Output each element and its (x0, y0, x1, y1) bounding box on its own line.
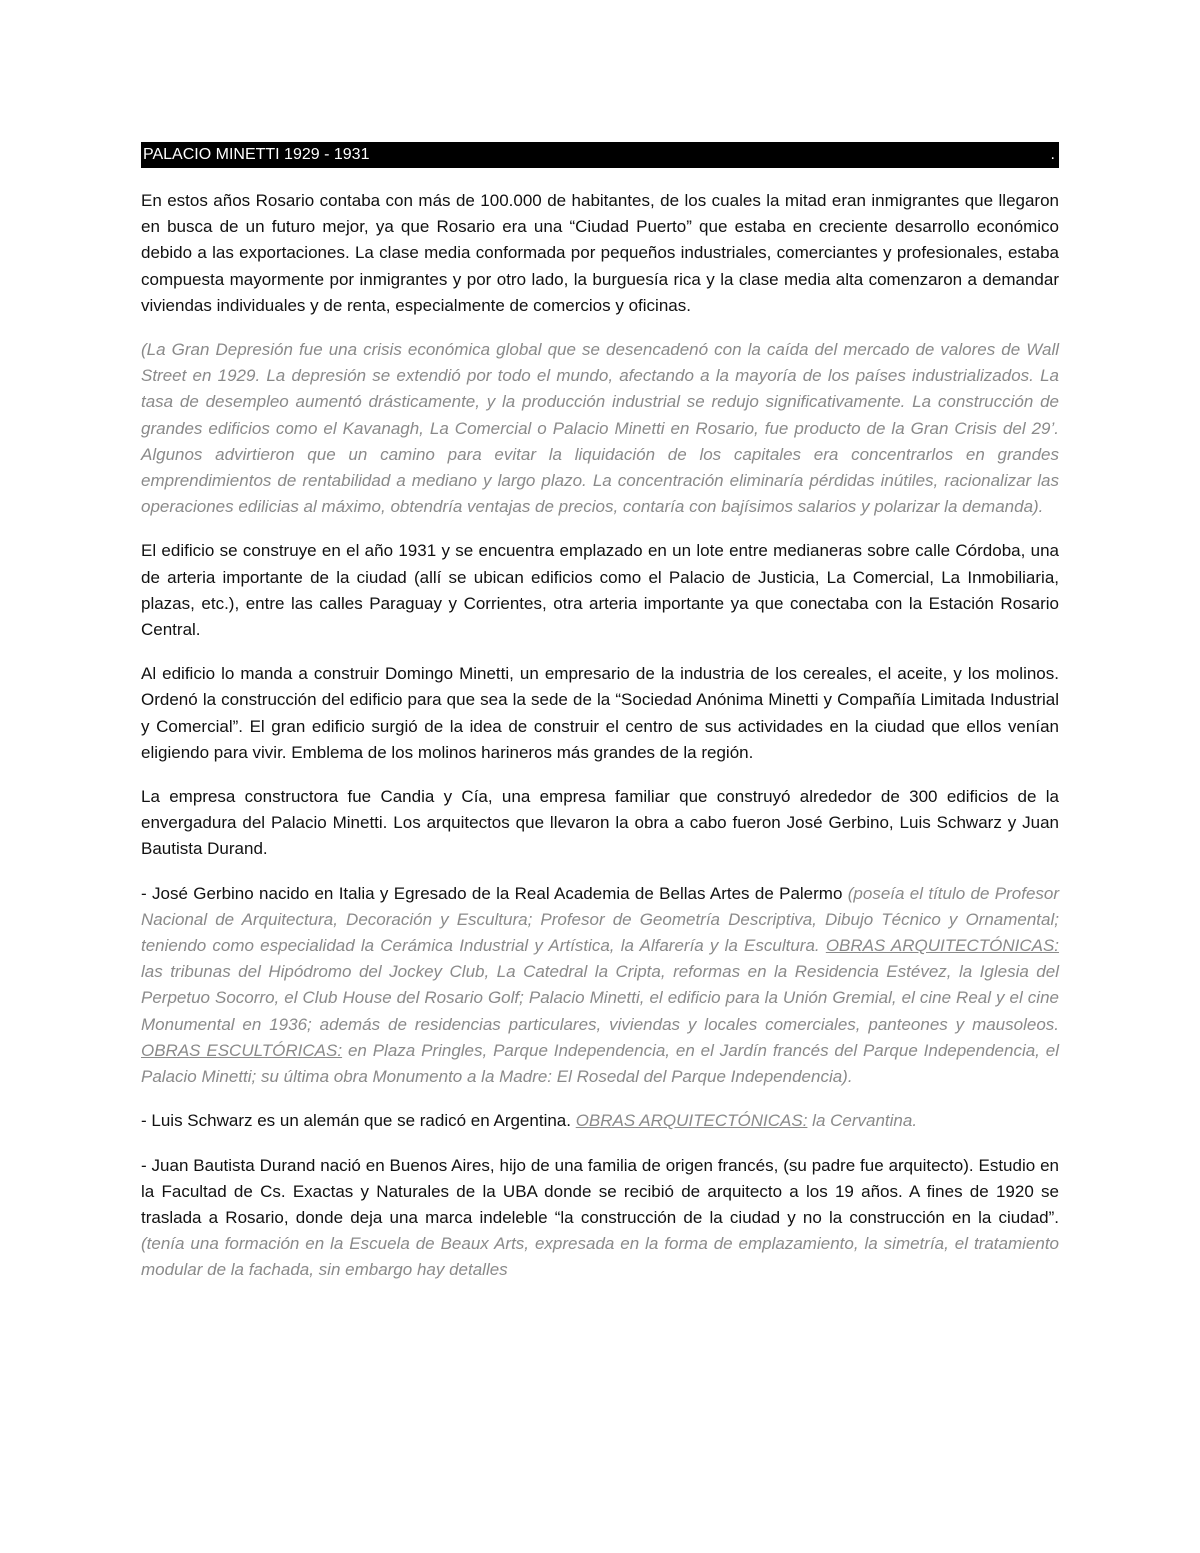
paragraph-great-depression-note: (La Gran Depresión fue una crisis económica global que se desencadenó con la caída del mercado de valores de Wall Street en 1929. La depresión se extendió por todo el mundo, afectando a la mayoría de los países industrializados. La tasa de desempleo aumentó drásticamente, y la producción industrial se redujo significativamente. La construcción de grandes edificios como el Kavanagh, La Comercial o Palacio Minetti en Rosario, fue producto de la Gran Crisis del 29’. Algunos advirtieron que un camino para evitar la liquidación de los capitales era concentrarlos en grandes emprendimientos de rentabilidad a mediano y largo plazo. La concentración eliminaría pérdidas inútiles, racionalizar las operaciones edilicias al máximo, obtendría ventajas de precios, contaría con bajísimos salarios y polarizar la demanda). (141, 340, 1059, 517)
paragraph-schwarz (141, 1108, 1059, 1134)
gerbino-architectural-works-label: OBRAS ARQUITECTÓNICAS: (825, 936, 1060, 956)
paragraph-location: El edificio se construye en el año 1931 y se encuentra emplazado en un lote entre medianeras sobre calle Córdoba, una de arteria importante de la ciudad (allí se ubican edificios como el Palacio de Justicia, La Comercial, La Inmobiliaria, plazas, etc.), entre las calles Paraguay y Corrientes, otra arteria importante ya que conectaba con la Estación Rosario Central. (141, 541, 1059, 640)
paragraph-builders: La empresa constructora fue Candia y Cía, una empresa familiar que construyó alrededor de 300 edificios de la envergadura del Palacio Minetti. Los arquitectos que llevaron la obra a cabo fueron José Gerbino, Luis Schwarz y Juan Bautista Durand. (141, 787, 1059, 859)
gerbino-note-a: (poseía el título de Profesor Nacional de Arquitectura, Decoración y Escultura; Profesor de Geometría Descriptiva, Dibujo Técnico y Ornamental; teniendo como especialidad la Cerámica Industrial y Artística, la Alfarería y la Escultura. (141, 883, 1060, 956)
paragraph-gerbino (141, 881, 1059, 1091)
paragraph-durand (141, 1153, 1059, 1284)
schwarz-architectural-works-label: OBRAS ARQUITECTÓNICAS: (575, 1111, 808, 1131)
title-bar (141, 142, 1059, 168)
page-title: PALACIO MINETTI 1929 - 1931 (143, 146, 370, 163)
gerbino-lead: - José Gerbino nacido en Italia y Egresado de la Real Academia de Bellas Artes de Palermo (141, 883, 848, 903)
schwarz-note: la Cervantina. (807, 1111, 918, 1131)
durand-note: (tenía una formación en la Escuela de Beaux Arts, expresada en la forma de emplazamiento, la simetría, el tratamiento modular de la fachada, sin embargo hay detalles (141, 1234, 1059, 1280)
gerbino-sculptural-works-label: OBRAS ESCULTÓRICAS: (141, 1040, 343, 1060)
gerbino-note-c: en Plaza Pringles, Parque Independencia, en el Jardín francés del Parque Independencia, el Palacio Minetti; su última obra Monumento a la Madre: El Rosedal del Parque Independencia). (141, 1040, 1059, 1087)
durand-lead: - Juan Bautista Durand nació en Buenos Aires, hijo de una familia de origen francés, (su padre fue arquitecto). Estudio en la Facultad de Cs. Exactas y Naturales de la UBA donde se recibió de arquitecto a los 19 años. A fines de 1920 se traslada a Rosario, donde deja una marca indeleble “la construcción de la ciudad y no la construcción en la ciudad”. (141, 1155, 1059, 1227)
paragraph-commission: Al edificio lo manda a construir Domingo Minetti, un empresario de la industria de los cereales, el aceite, y los molinos. Ordenó la construcción del edificio para que sea la sede de la “Sociedad Anónima Minetti y Compañía Limitada Industrial y Comercial”. El gran edificio surgió de la idea de construir el centro de sus actividades en la ciudad que ellos venían eligiendo para vivir. Emblema de los molinos harineros más grandes de la región. (141, 664, 1059, 762)
paragraph-context: En estos años Rosario contaba con más de 100.000 de habitantes, de los cuales la mitad eran inmigrantes que llegaron en busca de un futuro mejor, ya que Rosario era una “Ciudad Puerto” que estaba en creciente desarrollo económico debido a las exportaciones. La clase media conformada por pequeños industriales, comerciantes y profesionales, estaba compuesta mayormente por inmigrantes y por otro lado, la burguesía rica y la clase media alta comenzaron a demandar viviendas individuales y de renta, especialmente de comercios y oficinas. (141, 191, 1059, 315)
title-trailing-dot: . (1050, 146, 1055, 163)
schwarz-lead: - Luis Schwarz es un alemán que se radicó en Argentina. (141, 1111, 576, 1131)
document-page (141, 142, 1059, 1302)
gerbino-note-b: las tribunas del Hipódromo del Jockey Club, La Catedral la Cripta, reformas en la Residencia Estévez, la Iglesia del Perpetuo Socorro, el Club House del Rosario Golf; Palacio Minetti, el edificio para la Unión Gremial, el cine Real y el cine Monumental en 1936; además de residencias particulares, viviendas y locales comerciales, panteones y mausoleos. (141, 962, 1059, 1034)
